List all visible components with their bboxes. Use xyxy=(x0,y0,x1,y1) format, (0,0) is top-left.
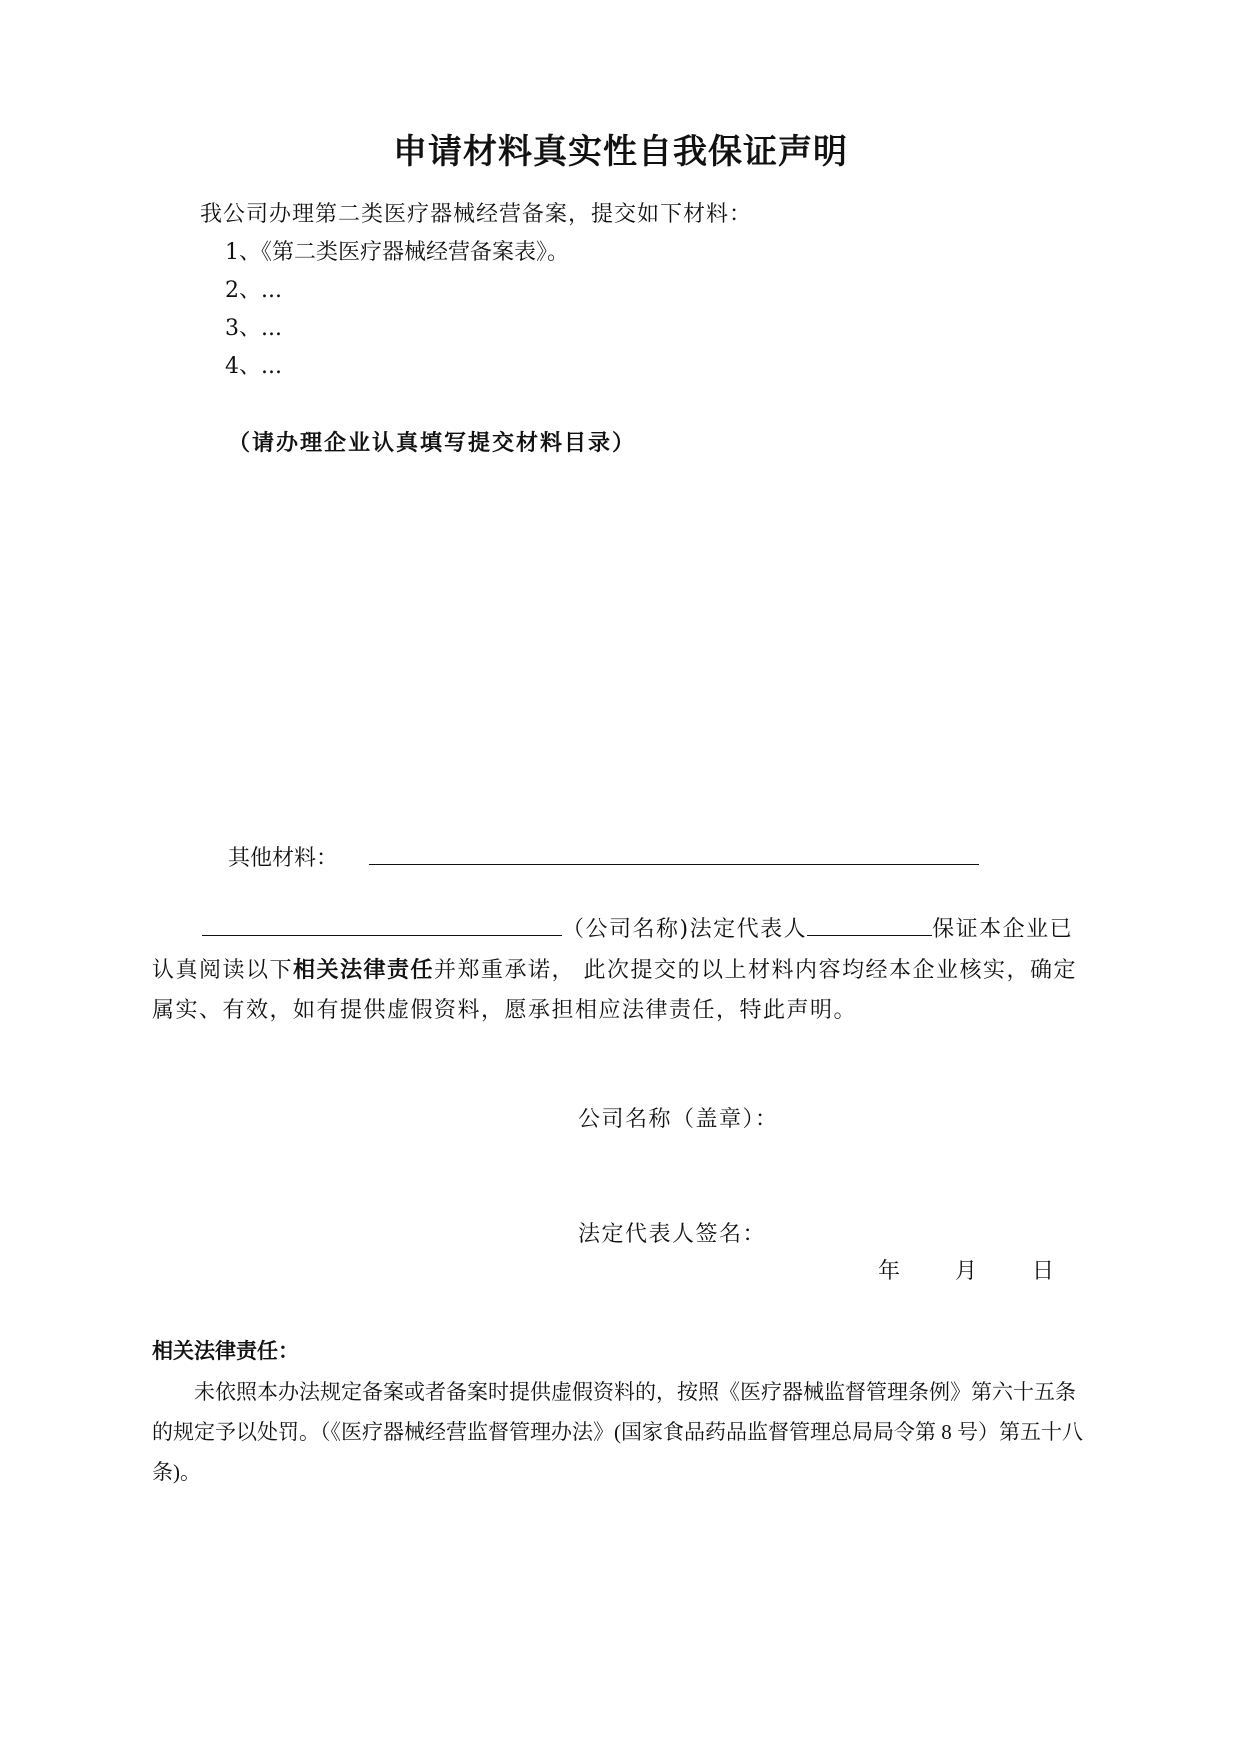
statement-paragraph xyxy=(152,910,1092,1031)
seal-label: 公司名称（盖章）： xyxy=(578,1107,779,1132)
fill-note: （请办理企业认真填写提交材料目录） xyxy=(228,430,637,456)
list-item: 3、... xyxy=(225,316,282,341)
date-year: 年 xyxy=(878,1259,901,1284)
intro-text: 我公司办理第二类医疗器械经营备案，提交如下材料： xyxy=(200,202,753,227)
other-materials-row xyxy=(228,842,979,874)
legal-paragraph xyxy=(152,1372,1092,1492)
statement-text: 保证本企业已认真阅读以下 xyxy=(152,917,1074,983)
company-name-field[interactable] xyxy=(202,913,562,936)
date-day: 日 xyxy=(1032,1259,1055,1284)
legal-heading: 相关法律责任： xyxy=(152,1339,299,1363)
signature-label: 法定代表人签名： xyxy=(578,1222,767,1247)
other-materials-field[interactable] xyxy=(369,842,979,865)
legal-text: 未依照本办法规定备案或者备案时提供虚假资料的，按照《医疗器械监督管理条例》第六十五条的规定予以处罚。（《医疗器械经营监督管理办法》(国家食品药品监督管理总局局令第 8 号）第五十八条)。 xyxy=(152,1380,1083,1484)
legal-rep-field[interactable] xyxy=(807,913,932,936)
date-month: 月 xyxy=(955,1259,978,1284)
other-materials-label: 其他材料： xyxy=(228,846,339,871)
list-item: 1、《第二类医疗器械经营备案表》。 xyxy=(225,240,569,265)
company-label: （公司名称)法定代表人 xyxy=(562,917,808,942)
statement-bold-phrase: 相关法律责任 xyxy=(293,957,435,983)
statement-text-rest: 并郑重承诺， 此次提交的以上材料内容均经本企业核实，确定属实、有效，如有提供虚假资料，愿承担相应法律责任，特此声明。 xyxy=(152,958,1078,1023)
page-title: 申请材料真实性自我保证声明 xyxy=(393,132,848,172)
list-item: 2、... xyxy=(225,278,282,303)
list-item: 4、... xyxy=(225,354,282,379)
